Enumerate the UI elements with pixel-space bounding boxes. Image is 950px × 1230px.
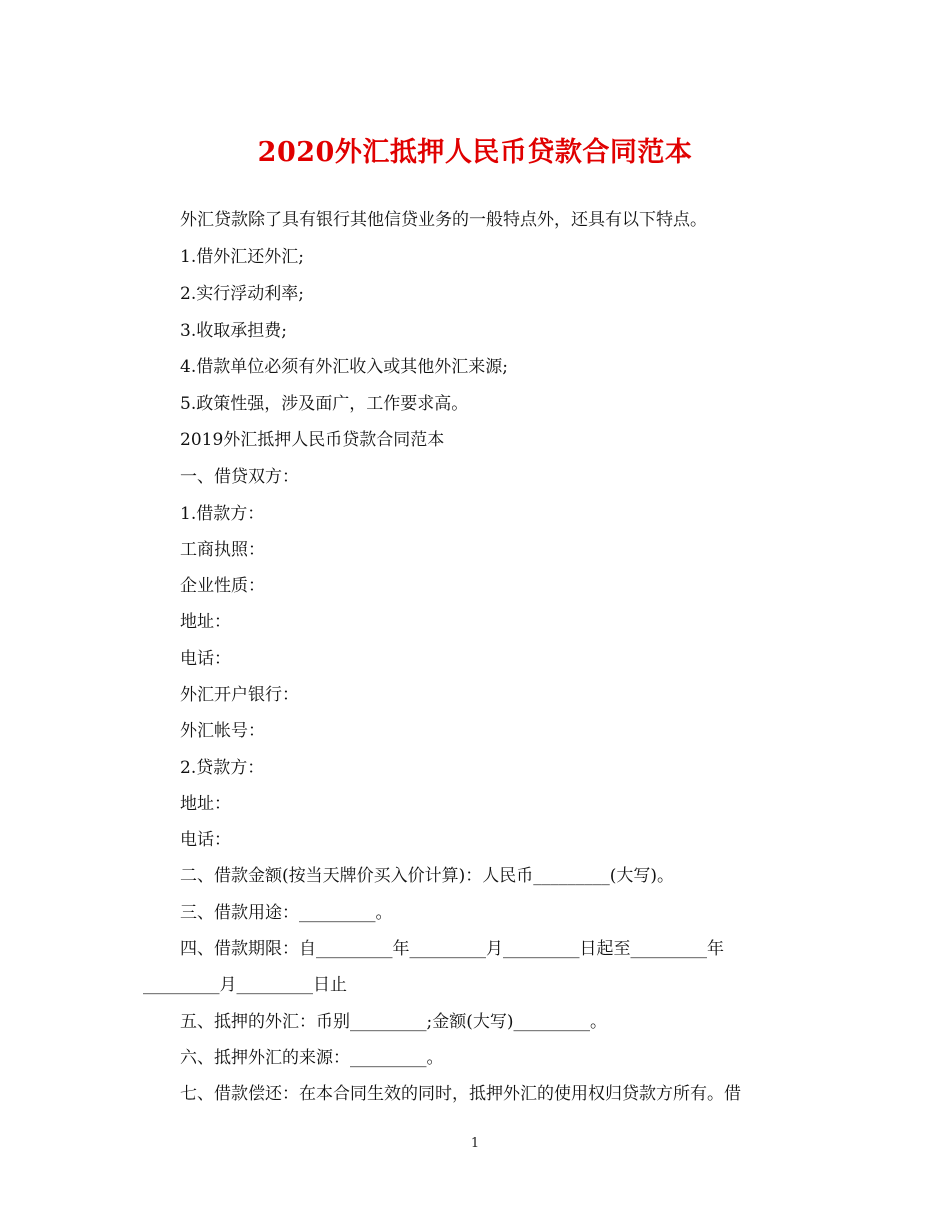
page-number: 1 [470, 1136, 480, 1151]
section-loan-term-continued: _________月_________日止 [143, 975, 347, 995]
lender-address-field: 地址： [180, 794, 231, 814]
enterprise-nature-field: 企业性质： [180, 576, 265, 596]
feature-item-2: 2.实行浮动利率; [180, 284, 304, 304]
business-license-field: 工商执照： [180, 540, 265, 560]
forex-bank-field: 外汇开户银行： [180, 685, 299, 705]
feature-item-1: 1.借外汇还外汇; [180, 247, 304, 267]
paragraph-intro: 外汇贷款除了具有银行其他信贷业务的一般特点外，还具有以下特点。 [180, 210, 707, 230]
lender-label: 2.贷款方： [180, 758, 265, 778]
borrower-label: 1.借款方： [180, 504, 265, 524]
section-loan-purpose: 三、借款用途：_________。 [180, 903, 393, 923]
section-loan-amount: 二、借款金额(按当天牌价买入价计算)：人民币_________(大写)。 [180, 866, 675, 886]
section-collateral-source: 六、抵押外汇的来源：_________。 [180, 1048, 444, 1068]
borrower-address-field: 地址： [180, 612, 231, 632]
forex-account-field: 外汇帐号： [180, 721, 265, 741]
feature-item-3: 3.收取承担费; [180, 321, 287, 341]
lender-phone-field: 电话： [180, 830, 231, 850]
section-collateral-forex: 五、抵押的外汇：币别_________;金额(大写)_________。 [180, 1012, 607, 1032]
contract-subtitle: 2019外汇抵押人民币贷款合同范本 [180, 430, 445, 450]
feature-item-4: 4.借款单位必须有外汇收入或其他外汇来源; [180, 357, 508, 377]
section-repayment: 七、借款偿还：在本合同生效的同时，抵押外汇的使用权归贷款方所有。借 [180, 1084, 741, 1104]
borrower-phone-field: 电话： [180, 649, 231, 669]
section-loan-term: 四、借款期限：自_________年_________月_________日起至_________年 [180, 939, 724, 959]
document-title: 2020外汇抵押人民币贷款合同范本 [257, 137, 693, 168]
section-parties-heading: 一、借贷双方： [180, 467, 299, 487]
feature-item-5: 5.政策性强，涉及面广，工作要求高。 [180, 394, 469, 414]
